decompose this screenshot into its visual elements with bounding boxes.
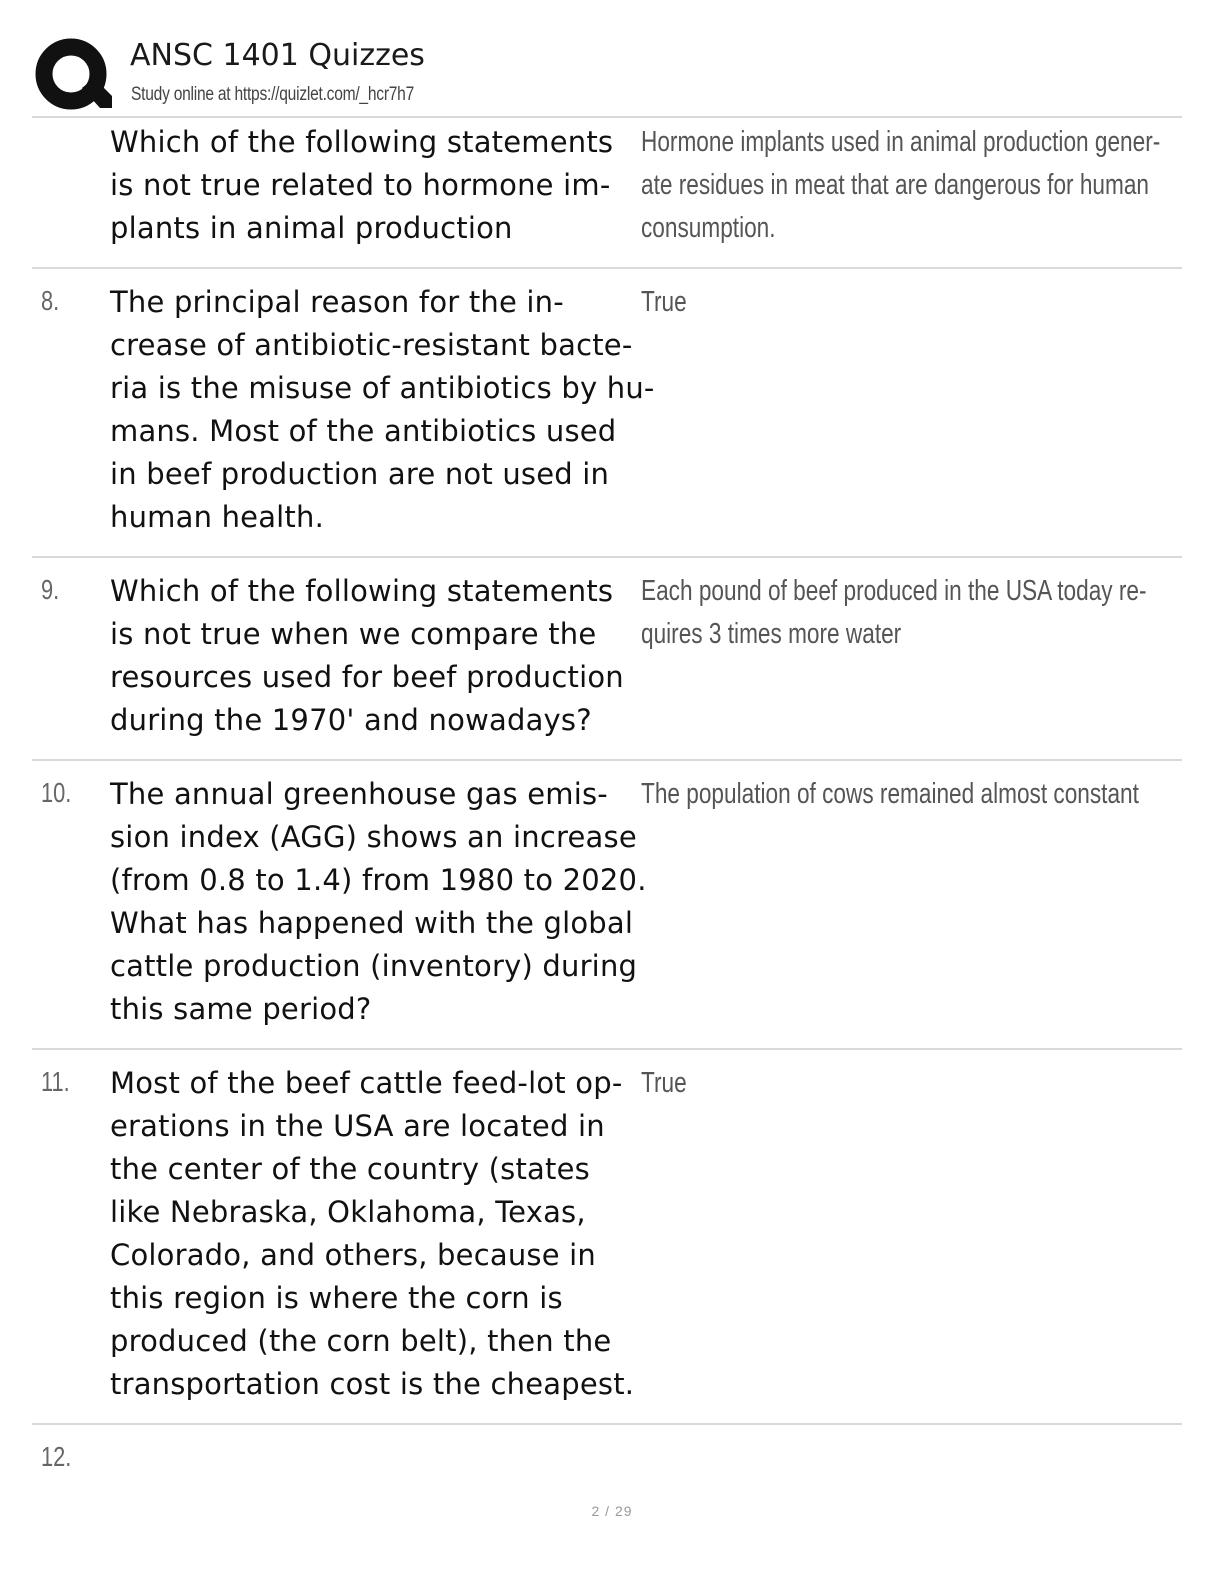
- card-definition: [641, 773, 1140, 816]
- definition-line: consumption.: [641, 212, 776, 244]
- term-line: plants in animal production: [110, 211, 513, 245]
- term-line: resources used for beef production: [110, 660, 624, 694]
- card-number: 9.: [41, 574, 60, 605]
- study-online-link-text: Study online at https://quizlet.com/_hcr7h7: [131, 84, 415, 105]
- card-number: 12.: [41, 1441, 72, 1472]
- term-line: The principal reason for the in-: [110, 285, 564, 319]
- flashcard-row: [32, 267, 1182, 556]
- term-line: Which of the following statements: [110, 125, 614, 159]
- definition-line: True: [641, 1067, 687, 1099]
- card-definition: [641, 281, 1140, 324]
- card-term: [110, 281, 655, 539]
- term-line: like Nebraska, Oklahoma, Texas,: [110, 1195, 586, 1229]
- definition-line: ate residues in meat that are dangerous for human: [641, 169, 1150, 201]
- term-line: this same period?: [110, 992, 372, 1026]
- card-definition: [641, 121, 1161, 250]
- term-line: produced (the corn belt), then the: [110, 1324, 612, 1358]
- term-line: is not true related to hormone im-: [110, 168, 611, 202]
- term-line: ria is the misuse of antibiotics by hu-: [110, 371, 655, 405]
- term-line: cattle production (inventory) during: [110, 949, 638, 983]
- term-line: crease of antibiotic-resistant bacte-: [110, 328, 633, 362]
- card-term: [110, 1062, 635, 1406]
- card-definition: [641, 1062, 1140, 1105]
- flashcard-row: [32, 556, 1182, 759]
- card-term: [110, 773, 647, 1031]
- flashcard-row: [32, 1048, 1182, 1423]
- term-line: What has happened with the global: [110, 906, 634, 940]
- card-number: 11.: [41, 1066, 70, 1097]
- term-line: mans. Most of the antibiotics used: [110, 414, 617, 448]
- definition-line: Each pound of beef produced in the USA today re-: [641, 575, 1147, 607]
- card-number: 10.: [41, 777, 72, 808]
- quizlet-logo-icon: [34, 36, 112, 114]
- card-term: [110, 570, 635, 742]
- term-line: (from 0.8 to 1.4) from 1980 to 2020.: [110, 863, 647, 897]
- definition-line: The population of cows remained almost constant: [641, 778, 1139, 810]
- term-line: Colorado, and others, because in: [110, 1238, 597, 1272]
- term-line: The annual greenhouse gas emis-: [110, 777, 608, 811]
- flashcard-list: [32, 116, 1182, 1483]
- flashcard-row: [32, 1423, 1182, 1483]
- page-indicator: 2 / 29: [591, 1503, 633, 1519]
- term-line: erations in the USA are located in: [110, 1109, 605, 1143]
- term-line: human health.: [110, 500, 324, 534]
- term-line: in beef production are not used in: [110, 457, 610, 491]
- card-definition: [641, 570, 1147, 656]
- term-line: during the 1970' and nowadays?: [110, 703, 592, 737]
- definition-line: quires 3 times more water: [641, 618, 902, 650]
- term-line: sion index (AGG) shows an increase: [110, 820, 637, 854]
- term-line: is not true when we compare the: [110, 617, 597, 651]
- term-line: the center of the country (states: [110, 1152, 590, 1186]
- term-line: Most of the beef cattle feed-lot op-: [110, 1066, 623, 1100]
- flashcard-row: [32, 759, 1182, 1048]
- flashcard-row: [32, 116, 1182, 267]
- deck-title: ANSC 1401 Quizzes: [130, 38, 425, 73]
- card-term: [110, 121, 635, 250]
- term-line: Which of the following statements: [110, 574, 614, 608]
- card-number: 8.: [41, 285, 60, 316]
- term-line: this region is where the corn is: [110, 1281, 563, 1315]
- page-header: [32, 32, 1182, 116]
- definition-line: Hormone implants used in animal production gener-: [641, 126, 1161, 158]
- definition-line: True: [641, 286, 687, 318]
- term-line: transportation cost is the cheapest.: [110, 1367, 635, 1401]
